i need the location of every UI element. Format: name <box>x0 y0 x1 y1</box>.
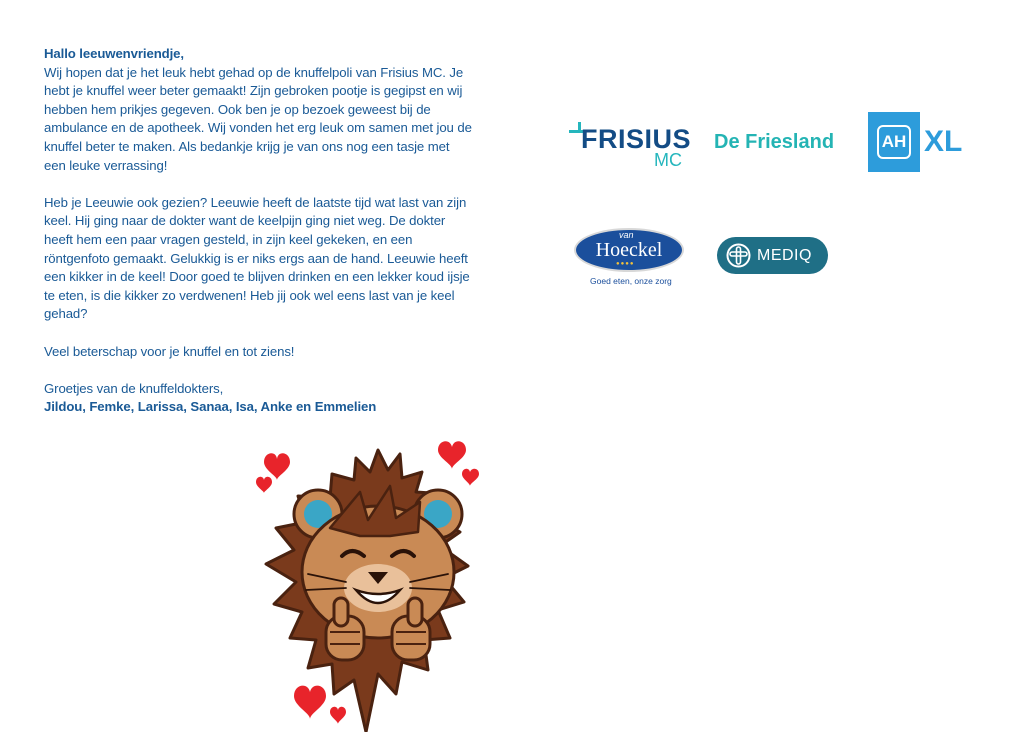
heart-icon <box>264 453 290 480</box>
heart-icon <box>256 477 272 493</box>
xl-text: XL <box>924 125 963 158</box>
frisius-mc-logo <box>569 118 694 168</box>
heart-icon <box>330 707 346 724</box>
mediq-cross-icon <box>725 242 752 269</box>
heart-icon <box>294 686 326 719</box>
frisius-mc-text: MC <box>654 150 682 170</box>
heart-icon <box>438 441 466 469</box>
frisius-wordmark: FRISIUS <box>581 124 692 154</box>
van-hoeckel-logo <box>574 228 686 288</box>
de-friesland-logo: De Friesland <box>714 131 835 153</box>
signatories: Jildou, Femke, Larissa, Sanaa, Isa, Anke en Emmelien <box>44 399 377 415</box>
ah-xl-logo <box>868 112 972 172</box>
mediq-text: MEDIQ <box>757 247 812 264</box>
hoeckel-stars: ●●●● <box>616 261 635 267</box>
paragraph-2: Heb je Leeuwie ook gezien? Leeuwie heeft de laatste tijd wat last van zijn keel. Hij ging naar de dokter want de keelpijn ging niet weg. De dokter heeft hem een paar vragen gesteld, in zijn keel gekeken, en een röntgenfoto gemaakt. Gelukkig is er niks ergs aan de hand. Leeuwie heeft een kikker in de keel! Door goed te blijven drinken en een lekker koud ijsje te eten, is die kikker zo verdwenen! Heb jij ook wel eens last van je keel gehad? <box>44 194 470 322</box>
ah-square <box>868 112 920 172</box>
lion-illustration <box>250 432 520 732</box>
sponsor-logos <box>560 100 1000 300</box>
hoeckel-tagline: Goed eten, onze zorg <box>590 276 672 286</box>
lion-muzzle <box>344 564 412 612</box>
mediq-logo <box>717 237 828 274</box>
ah-mark: AH <box>877 125 911 159</box>
hoeckel-name: Hoeckel <box>595 239 663 261</box>
paragraph-3: Veel beterschap voor je knuffel en tot ziens! <box>44 343 295 359</box>
greeting: Hallo leeuwenvriendje, <box>44 46 184 61</box>
paragraph-1: Wij hopen dat je het leuk hebt gehad op de knuffelpoli van Frisius MC. Je hebt je knuffel weer beter gemaakt! Zijn gebroken pootje is gegipst en wij hebben hem prikjes gegeven. Ook ben je op bezoek geweest bij de ambulance en de apotheek. Wij vonden het erg leuk om samen met jou de knuffel beter te maken. Als bedankje krijg je van ons nog een tasje met een leuke verrassing! <box>44 64 472 173</box>
letter <box>44 45 474 417</box>
heart-icon <box>462 469 479 486</box>
hoeckel-van: van <box>619 230 634 240</box>
closing: Groetjes van de knuffeldokters, <box>44 380 224 396</box>
